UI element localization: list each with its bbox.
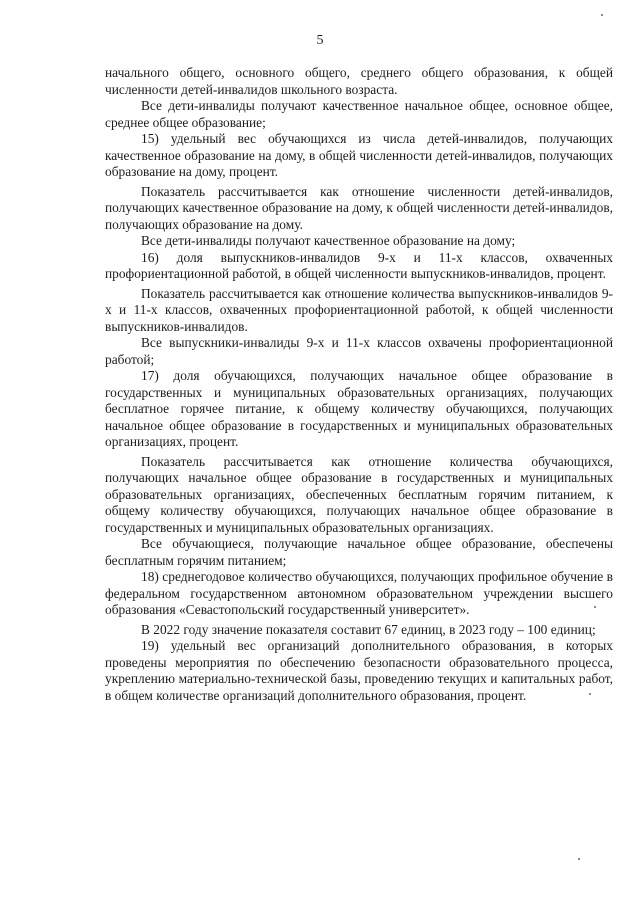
paragraph-1: начального общего, основного общего, среднего общего образования, к общей численности детей-инвалидов школьного возраста. xyxy=(105,65,613,97)
paragraph-2: Все дети-инвалиды получают качественное начальное общее, основное общее, среднее общее образование; xyxy=(105,98,613,130)
paragraph-5: Все дети-инвалиды получают качественное образование на дому; xyxy=(141,233,516,248)
paragraph-7: Показатель рассчитывается как отношение количества выпускников-инвалидов 9-х и 11-х классов, охваченных профориентационной работой, к общей численности выпускников-инвалидов. xyxy=(105,285,613,334)
paragraph-4: Показатель рассчитывается как отношение численности детей-инвалидов, получающих качественное образование на дому, к общей численности детей-инвалидов, получающих образование на дому. xyxy=(105,183,613,232)
scan-speck xyxy=(589,693,591,695)
scan-speck xyxy=(578,858,580,860)
paragraph-3: 15) удельный вес обучающихся из числа детей-инвалидов, получающих качественное образование на дому, в общей численности детей-инвалидов, получающих образование на дому, процент. xyxy=(105,131,613,179)
paragraph-13: В 2022 году значение показателя составит 67 единиц, в 2023 году – 100 единиц; xyxy=(141,621,596,637)
paragraph-11: Все обучающиеся, получающие начальное общее образование, обеспечены бесплатным горячим питанием; xyxy=(105,536,613,568)
paragraph-9: 17) доля обучающихся, получающих начальное общее образование в государственных и муниципальных образовательных организациях, получающих бесплатное горячее питание, к общему количеству обучающихся, получающих начальное общее образование в государственных и муниципальных образовательных организациях, процент. xyxy=(105,368,613,449)
page-number: 5 xyxy=(316,33,324,48)
paragraph-10: Показатель рассчитывается как отношение количества обучающихся, получающих начальное общее образование в государственных и муниципальных образовательных организациях, обеспеченных бесплатным горячим питанием, к общему количеству обучающихся, получающих начальное общее образование в государственных и муниципальных образовательных организациях. xyxy=(105,453,613,535)
paragraph-6: 16) доля выпускников-инвалидов 9-х и 11-х классов, охваченных профориентационной работой, в общей численности выпускников-инвалидов, процент. xyxy=(105,249,613,281)
paragraph-8: Все выпускники-инвалиды 9-х и 11-х классов охвачены профориентационной работой; xyxy=(105,335,613,367)
scan-speck xyxy=(601,14,603,16)
paragraph-12: 18) среднегодовое количество обучающихся, получающих профильное обучение в федеральном государственном автономном образовательном учреждении высшего образования «Севастопольский государственный университет». xyxy=(105,569,613,617)
paragraph-14: 19) удельный вес организаций дополнительного образования, в которых проведены мероприятия по обеспечению безопасности образовательного процесса, укреплению материально-технической базы, проведению текущих и капитальных работ, в общем количестве организаций дополнительного образования, процент. xyxy=(105,638,613,703)
scan-speck xyxy=(594,606,596,608)
document-body xyxy=(105,65,613,704)
